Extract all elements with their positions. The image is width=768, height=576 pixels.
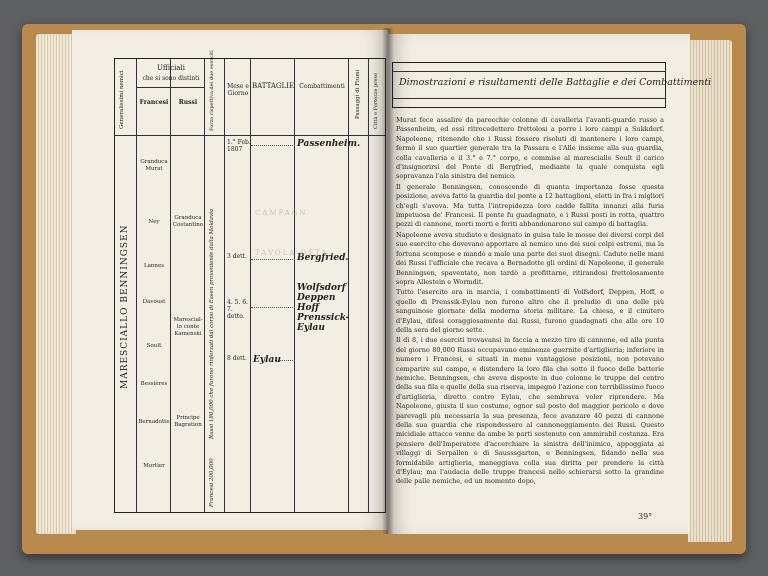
header-combattimenti: Combattimenti <box>299 83 345 90</box>
officer-davoust: Davoust <box>142 299 166 305</box>
combat-hoff: Hoff <box>297 303 319 313</box>
page-title: Dimostrazioni e risultamenti delle Battaglie e dei Combattimenti <box>399 77 712 88</box>
date-1: 1.° Feb. 1807 <box>227 139 251 153</box>
col-mese <box>225 59 251 512</box>
officer-lannes: Lannes <box>143 263 165 269</box>
col-battaglie <box>251 59 295 512</box>
leader-line-1 <box>251 145 295 146</box>
forces-russi: Russi 180,000 che furono rinforzati dal corpo di Essen proveniente dalla Moldavia <box>209 208 215 439</box>
header-russi: Russi <box>178 99 198 106</box>
forces-francesi: Francesi 200,000 <box>209 458 215 507</box>
header-forza: Forza rispettiva dei due eserciti <box>209 50 215 131</box>
title-rule-top <box>393 71 665 72</box>
date-2: 3 dett. <box>227 253 247 260</box>
leader-line-2 <box>251 259 295 260</box>
combat-passenheim: Passenheim. <box>297 139 361 149</box>
header-ufficiali-sub: che si sono distinti <box>142 75 200 82</box>
officer-bernadotte: Bernadotte <box>138 419 170 425</box>
combat-deppen: Deppen <box>297 293 336 303</box>
officer-mortier: Mortier <box>143 463 165 469</box>
col-francesi <box>137 59 171 512</box>
paragraph-3: Napoleone aveva studiato e designato in guisa tale le mosse dei diversi corpi del suo esercito che dovevano apportare al nemico uno dei suoi colpi estremi, ma la fortuna scompose e mandò a male una parte dei suoi disegni. Caduto nelle mani dei Russi l'ufficiale che recava a Bernadotte gli ordini di Napoleone, il generale Benningsen, spaventato, non tardò a profittarne, ritirandosi frettolosamente sopra Allestein e Wormdit. <box>396 230 664 286</box>
date-3: 4. 5. 6. 7. detto. <box>227 299 248 320</box>
combat-bergfried: Bergfried. <box>297 253 349 263</box>
page-number: 39° <box>638 512 653 521</box>
col-passaggi <box>349 59 369 512</box>
book-gutter <box>382 28 394 534</box>
page-edges-left <box>36 34 76 534</box>
commander-name: MARESCIALLO BENNINGSEN <box>120 224 130 389</box>
title-rule-bottom <box>393 98 665 99</box>
battle-eylau: Eylau <box>253 355 281 365</box>
officer-murat: Granduca Murat <box>140 159 168 172</box>
header-francesi: Francesi <box>139 99 169 106</box>
combat-wolfsdorf: Wolfsdorf <box>297 283 346 293</box>
header-battaglie: BATTAGLIE <box>251 82 295 90</box>
header-divider <box>115 135 385 136</box>
col-russi <box>171 59 205 512</box>
right-page <box>388 34 712 534</box>
ufficiali-divider <box>137 87 205 88</box>
header-citta: Città e Fortezze prese <box>373 72 379 129</box>
header-mese: Mese e Giorno <box>227 83 249 97</box>
campaign-table <box>114 50 386 513</box>
header-ufficiali: Ufficiali <box>157 64 185 72</box>
header-passaggi: Passaggi di Fiumi <box>355 69 361 119</box>
left-page <box>72 30 388 530</box>
paragraph-2: Il generale Benningsen, conoscendo di quanta importanza fosse questa posizione, aveva fatto la guardia del ponte a 12 battaglioni, eletti in fra i migliori ch'egli s'aveva. Ma tutta l'intrepidezza loro cadde fallita innanzi alla furia impetuosa de' Francesi. Il ponte fu guadagnato, e i Russi posti in rotta, quattro pezzi di cannone, morti morti e feriti abbandonarono sul campo di battaglia. <box>396 182 664 229</box>
officer-bessieres: Bessières <box>140 381 168 387</box>
combat-prenssick-eylau: Prenssick-Eylau <box>297 313 350 333</box>
officer-ney: Ney <box>148 219 160 225</box>
body-text <box>396 116 664 487</box>
date-4: 8 dett. <box>227 355 247 362</box>
officer-costantino: Granduca Costantino <box>172 215 204 228</box>
title-box <box>392 62 712 108</box>
ghost-text-2: TAVOLA OTTA <box>255 249 329 257</box>
leader-line-3 <box>251 307 295 308</box>
paragraph-4: Tutto l'esercito era in marcia, i combattimenti di Volfsdorf, Deppen, Hoff, e quello di Prenssik-Eylau non furono altro che il preludio di una delle più sanguinose giornate della moderna storia militare. La chiesa, e il cimitero d'Eylau, difesi coraggiosamente dai Russi, furono guadagnati che alle ore 10 della sera del giorno sette. <box>396 288 664 334</box>
paragraph-1: Murat fece assalire da parecchie colonne di cavalleria l'avanti-guardo russo a Passenheim, ed essi ritrocedettero frettolosi a porre i loro campi a Sukkdorf. Napoleone, ritenendo che i Russi fossero risoluti di mantenere i loro campi, fermò il suo quartier generale tra la Passara e l'Alle insieme alla sua guardia, colla cavalleria e il 3.° e 7.° corpo, e commise al maresciallo Soult il carico d'insignorirsi del Ponte di Bergfried, mediante la quale conquista egli sopravanza l'ala sinistra del nemico. <box>396 116 664 181</box>
col-forza <box>205 59 225 512</box>
officer-bagration: Principe Bagration <box>174 415 202 428</box>
paragraph-5: Il dì 8, i due eserciti trovavansi in faccia a mezzo tiro di cannone, ed alla punta del giorno 80,000 Russi occupavano eminenze guernite d'artiglieria; inferiore in numero i Francesi, e situati in meno vantaggiose posizioni, non potevano comparire sul campo, e distendere la loro fila che sotto il fuoco delle batterie nemiche. Benningsen, che aveva disposte in due colonne le truppe del centro della sua fila e quelle della sua riserva, impegnò l'azione con terribilissimo fuoco d'artiglieria, diretto contro Eylau, che sembrava voler riprendere. Ma Napoleone, giusta il suo costume, ognor sul posto del maggior pericolo e dove parevagli più necessaria la sua presenza, fece avanzare 40 pezzi di cannone della sua guardia che rispondessero al cannoneggiamento dei Russi. Questo micidiale attacco venne da ambe le parti sostenuto con ammirabil costanza. Era pensiero dell'Imperatore d'accerchiare la sinistra dell'inimico, appoggiata ai villaggi di Serpallen e di Sausssgarten, e Benningsen, fidando nella sua formidabile artiglieria, maneggiava colla sua diritta per prendere la città d'Eylau; ma l'audacia delle truppe francesi nello schierarsi sotto la grandine delle palle nemiche, ed un momento dopo, <box>396 336 664 486</box>
header-generali: Generalissimi nemici <box>119 70 125 129</box>
page-edges-right <box>688 40 732 542</box>
ghost-text-1: CAMPAGN <box>255 209 308 217</box>
officer-kamenski: Marescial-lo conte Kamenski <box>173 317 203 337</box>
officer-soult: Soult <box>146 343 162 349</box>
